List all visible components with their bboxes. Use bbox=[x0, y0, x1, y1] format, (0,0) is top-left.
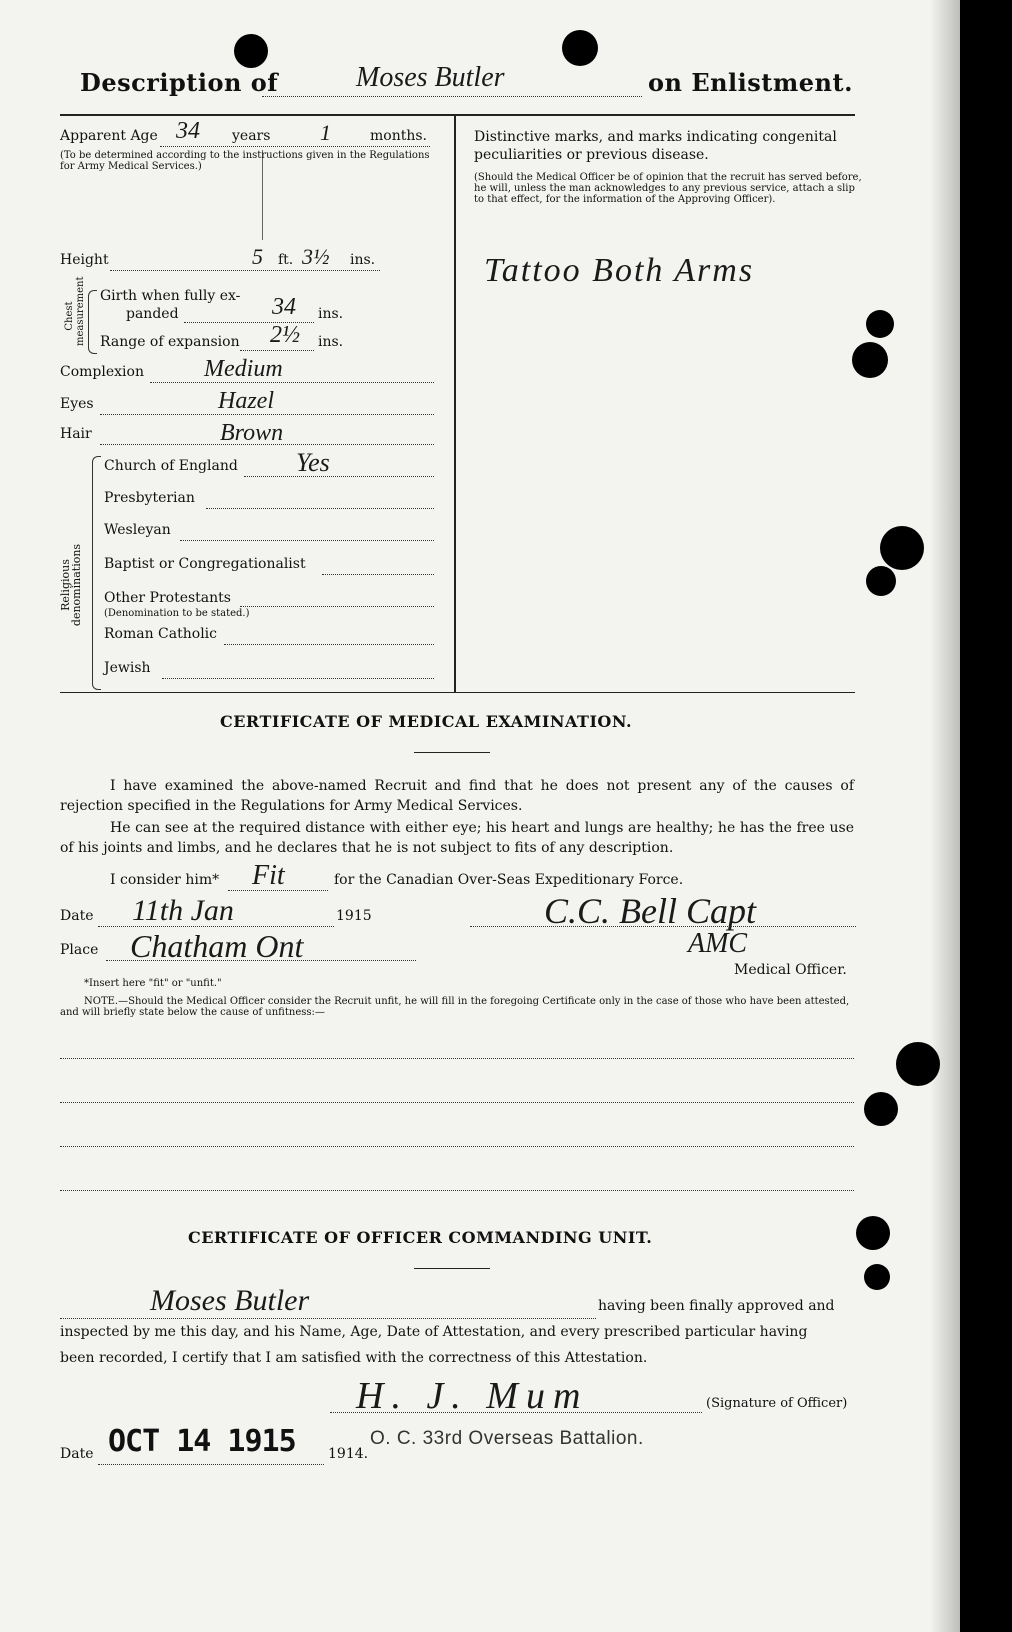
medical-officer-label: Medical Officer. bbox=[734, 962, 847, 978]
hair-label: Hair bbox=[60, 426, 92, 442]
medical-signature-dots bbox=[470, 926, 856, 927]
range-ins: ins. bbox=[318, 334, 344, 350]
binder-hole-2 bbox=[852, 342, 888, 378]
medical-place-label: Place bbox=[60, 942, 99, 958]
unfitness-line-2 bbox=[60, 1102, 854, 1103]
range-dots bbox=[240, 350, 314, 351]
girth-ins: ins. bbox=[318, 306, 344, 322]
commanding-date-label: Date bbox=[60, 1446, 94, 1462]
unfitness-line-4 bbox=[60, 1190, 854, 1191]
age-note: (To be determined according to the instructions given in the Regulations for Army Medical Services.) bbox=[60, 150, 430, 172]
medical-date-value: 11th Jan bbox=[132, 894, 234, 927]
commanding-text-3: been recorded, I certify that I am satisfied with the correctness of this Attestation. bbox=[60, 1350, 648, 1366]
religion-presbyterian: Presbyterian bbox=[104, 490, 195, 506]
religion-jewish: Jewish bbox=[104, 660, 151, 676]
commanding-signature-label: (Signature of Officer) bbox=[706, 1396, 848, 1411]
recruit-name: Moses Butler bbox=[356, 62, 505, 93]
eyes-label: Eyes bbox=[60, 396, 94, 412]
medical-signature: C.C. Bell Capt bbox=[544, 891, 757, 931]
years-label: years bbox=[232, 128, 271, 144]
hair-value: Brown bbox=[220, 420, 284, 446]
height-ft: 5 bbox=[252, 244, 263, 269]
marks-note: (Should the Medical Officer be of opinion that the recruit has served before, he will, unless the man acknowledges to any previous service, attach a slip to that effect, for the information of the Approving Officer). bbox=[474, 172, 862, 205]
commanding-title-rule bbox=[414, 1268, 490, 1269]
binder-hole-5 bbox=[896, 1042, 940, 1086]
medical-signature-2: AMC bbox=[688, 928, 748, 959]
binder-hole-7 bbox=[856, 1216, 890, 1250]
commanding-signature-dots bbox=[330, 1412, 702, 1413]
age-years: 34 bbox=[176, 118, 200, 144]
religion-baptist: Baptist or Congregationalist bbox=[104, 556, 306, 572]
section-rule-1 bbox=[60, 692, 855, 693]
medical-year: 1915 bbox=[336, 908, 372, 924]
chest-side-label: Chest measurement bbox=[64, 276, 86, 346]
religion-dots-1 bbox=[206, 508, 434, 509]
unfitness-line-3 bbox=[60, 1146, 854, 1147]
age-dots bbox=[160, 146, 430, 147]
medical-title-rule bbox=[414, 752, 490, 753]
months-label: months. bbox=[370, 128, 427, 144]
header-suffix: on Enlistment. bbox=[648, 68, 853, 97]
religion-dots-6 bbox=[162, 678, 434, 679]
commanding-name-dots bbox=[60, 1318, 596, 1319]
height-dots bbox=[110, 270, 380, 271]
commanding-unit-stamp: O. C. 33rd Overseas Battalion. bbox=[370, 1428, 644, 1449]
girth-value: 34 bbox=[272, 294, 296, 320]
ft-label: ft. bbox=[278, 252, 294, 268]
complexion-value: Medium bbox=[204, 356, 283, 382]
binder-hole-top-right bbox=[562, 30, 598, 66]
commanding-year: 1914. bbox=[328, 1446, 369, 1462]
religion-church-of-england-value: Yes bbox=[296, 448, 330, 477]
religion-dots-3 bbox=[322, 574, 434, 575]
religion-other-protestants: Other Protestants bbox=[104, 590, 231, 606]
marks-heading: Distinctive marks, and marks indicating congenital peculiarities or previous disease. bbox=[474, 129, 837, 163]
religion-brace bbox=[92, 456, 101, 690]
medical-note: NOTE.—Should the Medical Officer consider the Recruit unfit, he will fill in the foregoing Certificate only in the case of those who have been attested, and will briefly state below the cause of unfitness:— bbox=[60, 996, 850, 1018]
binder-hole-4 bbox=[866, 566, 896, 596]
binder-hole-3 bbox=[880, 526, 924, 570]
girth-label-1: Girth when fully ex- bbox=[100, 288, 241, 304]
binder-hole-top-left bbox=[234, 34, 268, 68]
complexion-label: Complexion bbox=[60, 364, 144, 380]
religion-dots-5 bbox=[224, 644, 434, 645]
header-rule bbox=[60, 114, 855, 116]
commanding-date-dots bbox=[98, 1464, 324, 1465]
binder-hole-8 bbox=[864, 1264, 890, 1290]
commanding-text-1: having been finally approved and bbox=[598, 1298, 835, 1314]
right-edge-shadow bbox=[930, 0, 960, 1632]
religion-dots-4 bbox=[240, 606, 434, 607]
header-prefix: Description of bbox=[80, 68, 279, 97]
religion-wesleyan: Wesleyan bbox=[104, 522, 171, 538]
column-divider bbox=[454, 116, 456, 692]
insert-note: *Insert here "fit" or "unfit." bbox=[84, 978, 222, 989]
unfitness-line-1 bbox=[60, 1058, 854, 1059]
age-months: 1 bbox=[320, 120, 331, 145]
consider-prefix: I consider him* bbox=[110, 872, 220, 888]
commanding-date-stamp: OCT 14 1915 bbox=[108, 1424, 296, 1459]
range-value: 2½ bbox=[270, 322, 300, 348]
range-label: Range of expansion bbox=[100, 334, 240, 350]
religion-dots-2 bbox=[180, 540, 434, 541]
other-protestants-note: (Denomination to be stated.) bbox=[104, 608, 250, 619]
ins-label: ins. bbox=[350, 252, 376, 268]
religion-roman-catholic: Roman Catholic bbox=[104, 626, 217, 642]
complexion-dots bbox=[150, 382, 434, 383]
commanding-signature: H. J. Mum bbox=[356, 1375, 589, 1417]
consider-value: Fit bbox=[252, 860, 285, 891]
header-name-line bbox=[262, 96, 642, 97]
medical-para-1: I have examined the above-named Recruit and find that he does not present any of the causes of rejection specified in the Regulations for Army Medical Services. bbox=[60, 778, 854, 814]
commanding-text-2: inspected by me this day, and his Name, Age, Date of Attestation, and every prescribed particular having bbox=[60, 1324, 808, 1340]
height-in: 3½ bbox=[302, 244, 330, 269]
girth-label-2: panded bbox=[126, 306, 179, 322]
binder-hole-1 bbox=[866, 310, 894, 338]
religion-side-label: Religious denominations bbox=[59, 543, 83, 627]
medical-para-2: He can see at the required distance with either eye; his heart and lungs are healthy; he has the free use of his joints and limbs, and he declares that he is not subject to fits of any description. bbox=[60, 820, 854, 856]
medical-date-label: Date bbox=[60, 908, 94, 924]
marks-value: Tattoo Both Arms bbox=[484, 252, 755, 289]
consider-suffix: for the Canadian Over-Seas Expeditionary Force. bbox=[334, 872, 684, 888]
binder-hole-6 bbox=[864, 1092, 898, 1126]
medical-title: CERTIFICATE OF MEDICAL EXAMINATION. bbox=[220, 712, 633, 731]
commanding-title: CERTIFICATE OF OFFICER COMMANDING UNIT. bbox=[188, 1228, 653, 1247]
medical-place-value: Chatham Ont bbox=[130, 928, 304, 964]
religion-church-of-england: Church of England bbox=[104, 458, 238, 474]
commanding-name: Moses Butler bbox=[150, 1284, 310, 1317]
religion-dots-0 bbox=[244, 476, 434, 477]
chest-brace bbox=[88, 290, 97, 354]
height-label: Height bbox=[60, 252, 109, 268]
eyes-value: Hazel bbox=[218, 388, 274, 414]
age-label: Apparent Age bbox=[60, 128, 158, 144]
